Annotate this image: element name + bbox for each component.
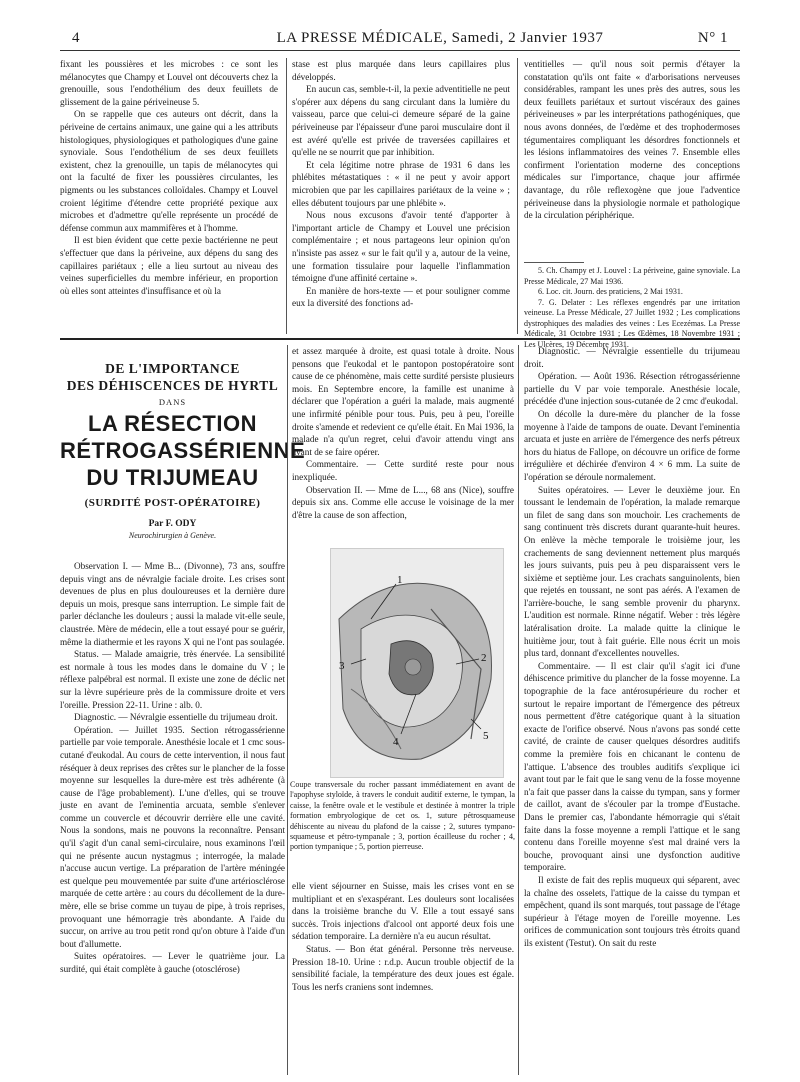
figure-label: 3 [339, 660, 345, 672]
footnotes [524, 266, 740, 349]
column-rule [517, 58, 518, 334]
paragraph: Status. — Malade amaigrie, très énervée. La sensibilité est normale à tous les modes dans le domaine du V ; le réflexe palpébral est normal. Il existe une zone de déclic net sur la lèvre supérieure près de la commissure droite et vers l'oreille. Pression 22-11. Urine : alb. 0. [60, 649, 285, 710]
footnote: 5. Ch. Champy et J. Louvel : La périveine, gaine synoviale. La Presse Médicale, 27 Mai 1936. [524, 266, 740, 286]
figure-label: 1 [397, 574, 403, 586]
paragraph: Observation I. — Mme B... (Divonne), 73 ans, souffre depuis vingt ans de névralgie faciale droite. Les crises sont devenues de plus en plus douloureuses et la dernière dure depuis un mois, presque sans interruption. Le simple fait de parler déclanche les douleurs ; aussi la malade vit-elle seule, claustrée. Mère de médecin, elle a tout essayé pour se guérir, même la diathermie et les rayons X qui ne l'ont pas soulagée. [60, 561, 285, 647]
top-column-2 [292, 58, 510, 334]
footnote: 6. Loc. cit. Journ. des praticiens, 2 Mai 1931. [538, 287, 683, 296]
article-column-2-top [292, 345, 514, 545]
section-separator [60, 338, 740, 340]
figure-label: 4 [393, 736, 399, 748]
title-main: LA RÉSECTION [88, 411, 257, 436]
column-rule [286, 58, 287, 334]
column-rule [287, 345, 288, 1075]
column-rule [518, 345, 519, 1075]
paragraph: Nous nous excusons d'avoir tenté d'apporter à l'important article de Champy et Louvel une précision complémentaire ; et nous partageons leur opinion qu'on n'insiste pas assez « sur le fait qu'il y a, autour de la veine, une formation tissulaire pour laquelle l'inflammation témoigne d'une affinité certaine ». [292, 210, 510, 284]
footnote-rule [524, 262, 584, 263]
paragraph: Il existe de fait des replis muqueux qui séparent, avec la chaîne des osselets, l'attique de la caisse du tympan et empêchent, quand ils sont marqués, tout passage de l'étage supérieur à l'étage moyen de l'oreille moyenne. Les orifices de communication sont toujours très étroits quand ils existent (Testut). On sait du reste [524, 874, 740, 948]
paragraph: Il est bien évident que cette pexie bactérienne ne peut s'effectuer que dans la périveine, aux dépens du sang des capillaires pariétaux ; elle a lieu surtout au niveau des veines superficielles du membre inférieur, en proportion où elles sont atteintes d'insuffisance et où la [60, 235, 278, 296]
journal-title: LA PRESSE MÉDICALE, Samedi, 2 Janvier 1937 [276, 30, 604, 46]
paragraph: elle vient séjourner en Suisse, mais les crises vont en se multipliant et en s'exaspérant. Les douleurs sont localisées dans la troisième branche du V. Elle a tout essayé sans succès. Trois injections d'alcool ont apporté deux fois une sédation temporaire. La dernière n'a eu aucun résultat. [292, 881, 514, 942]
anatomical-figure [330, 548, 504, 778]
paragraph: Commentaire. — Il est clair qu'il s'agit ici d'une déhiscence primitive du plancher de la fosse moyenne. La topographie de la face antérosupérieure du rocher et surtout le repaire important de l'émergence des pétreux nous permettent d'être catégorique quant à la situation exacte de l'orifice observé. Nous n'avons pas sondé cette cavité, de crainte de causer quelques désordres auditifs comme la première fois en chicanant le contenu de l'attique. L'absence des troubles auditifs s'explique ici avant tout par le fait que le sang venu de la fosse moyenne n'a fait que passer dans la caisse du tympan, sans y former de caillot, avant de s'écouler par la trompe d'Eustache. Dans le premier cas, l'abondante hémorragie qui s'était faite dans la fosse moyenne a rempli l'attique et le sang contenu dans l'oreille moyenne s'est mal drainé vers la bouche, provoquant ainsi une dysfonction auditive temporaire. [524, 660, 740, 873]
figure-label: 2 [481, 652, 487, 664]
article-column-2-bottom [292, 880, 514, 1078]
article-column-3 [524, 345, 740, 1077]
paragraph: stase est plus marquée dans leurs capillaires plus développés. [292, 59, 510, 82]
article-subtitle: (SURDITÉ POST-OPÉRATOIRE) [84, 497, 261, 509]
author-byline: Par F. ODY [148, 519, 197, 529]
paragraph: Et cela légitime notre phrase de 1931 6 dans les phlébites métastatiques : « il ne peut y avoir apport microbien que par les capillaires pariétaux de la veine » ; elles débutent toujours par une phlébite ». [292, 159, 510, 208]
paragraph: ventitielles — qu'il nous soit permis d'étayer la constatation qu'ils ont faite « d'arborisations nerveuses considérables, rampant les unes près des autres, sous les deux feuillets pariétaux et surtout viscéraux des gaines périveineuses » par les interprétations pathogéniques, que nous avons données, de l'œdème et des trophodermoses tégumentaires compliquant les désordres fonctionnels et les lésions inflammatoires des veines 7. Ensemble elles confirment l'orientation moderne des conceptions médicales sur l'importance, chaque jour affirmée davantage, du rôle reflexogène que joue l'adventice périveineuse dans la physiologie normale et pathologique de la circulation périphérique. [524, 59, 740, 221]
paragraph: En aucun cas, semble-t-il, la pexie adventitielle ne peut s'opérer aux dépens du sang circulant dans la lumière du vaisseau, parce que celui-ci demeure séparé de la gaine périveineuse par l'épaisseur d'une paroi musculaire dont il est avéré qu'elle est privée de traversées capillaires et qu'elle ne se nourrit que par inhibition. [292, 84, 510, 158]
page-number: 4 [72, 30, 80, 46]
paragraph: Diagnostic. — Névralgie essentielle du trijumeau droit. [74, 712, 278, 723]
title-line: DES DÉHISCENCES DE HYRTL [66, 378, 279, 393]
paragraph: Status. — Bon état général. Personne très nerveuse. Pression 18-10. Urine : r.d.p. Aucun trouble objectif de la sensibilité faciale, la température des deux joues est égale. Tous les nerfs craniens sont indemnes. [292, 943, 514, 992]
paragraph: En manière de hors-texte — et pour souligner comme eux la diversité des fonctions ad- [292, 285, 510, 309]
page-header [60, 30, 740, 51]
article-column-1 [60, 560, 285, 1080]
footnote: 7. G. Delater : Les réflexes engendrés par une irritation veineuse. La Presse Médicale, 27 Juillet 1932 ; Les complications dystrophiques des maladies des veines : Les Ecezémas. La Presse Médicale, 31 Octobre 1931 ; Les Œdèmes, 18 Novembre 1931 ; Les Ulcères, 19 Décembre 1931. [524, 297, 740, 349]
paragraph: Commentaire. — Cette surdité reste pour nous inexpliquée. [292, 459, 514, 482]
title-main: RÉTROGASSÉRIENNE [60, 438, 306, 463]
paragraph: fixant les poussières et les microbes : ce sont les mélanocytes que Champy et Louvel ont découverts chez la grenouille, sous l'endothélium des deux feuillets de glissement de la gaine périveineuse 5. [60, 59, 278, 107]
issue-number: N° 1 [697, 30, 728, 46]
paragraph: Opération. — Août 1936. Résection rétrogassérienne partielle du V par voie temporale. Anesthésie locale, précédée d'une injection sous-cutanée de 2 cmc d'eukodal. [524, 371, 740, 407]
paragraph: Opération. — Juillet 1935. Section rétrogassérienne partielle par voie temporale. Anesthésie locale et 1 cmc sous-cutané d'eukodal. Au cours de cette intervention, il nous faut réséquer à deux reprises des crêtes sur le plancher de la fosse moyenne sur lesquelles la dure-mère est très adhérente (à cause de l'âge probablement). L'une d'elles, qui se trouve juste en avant de l'eminentia arcuata, semble s'enlever comme un couvercle et découvrir derrière elle une cavité. Nous la sondons, mais ne pouvons la reconnaître. Pensant qu'il s'agit d'un canal semi-circulaire, nous examinons l'œil qui ne présente aucun nystagmus ; interrogée, la malade n'accuse aucun vertige. La préparation de l'artère méningée est quelque peu mouvementée par suite d'une artériosclérose marquée de cette artère : au cours du décollement de la dure-mère, elle se brise comme un tuyau de pipe, à trois reprises, provoquant une hémorragie très abondante. A l'aide du succur, on arrive au trou petit rond qu'on obture à l'aide d'un bout d'allumette. [60, 724, 286, 949]
title-main: DU TRIJUMEAU [86, 465, 259, 490]
top-column-3 [524, 58, 740, 258]
article-title-block [60, 360, 306, 540]
figure-label: 5 [483, 730, 489, 742]
paragraph: Observation II. — Mme de L..., 68 ans (Nice), souffre depuis six ans. Comme elle accuse le voisinage de la mer d'être la cause de son affection, [292, 484, 514, 520]
top-column-1 [60, 58, 278, 334]
title-line: DE L'IMPORTANCE [105, 361, 240, 376]
temporal-bone-cross-section-illustration [331, 549, 503, 777]
paragraph: et assez marquée à droite, est quasi totale à droite. Nous pensons que l'eukodal et le pantopon postopératoire sont cause de ce phénomène, mais cette surdité persiste plusieurs mois. En Septembre encore, la famille est unanime à déclarer que l'opération a guéri la malade, mais augmenté une infirmité pénible pour tous. Puis, peu à peu, l'oreille droite s'amende et redevient ce qu'elle était. En Mai 1936, la malade n'a qu'un regret, celui d'avoir attendu vingt ans avant de se faire opérer. [292, 346, 514, 457]
author-affiliation: Neurochirurgien à Genève. [128, 531, 217, 540]
paragraph: Suites opératoires. — Lever le quatrième jour. La surdité, qui était complète à gauche (otosclérose) [60, 951, 285, 974]
paragraph: Diagnostic. — Névralgie essentielle du trijumeau droit. [524, 346, 740, 369]
paragraph: On se rappelle que ces auteurs ont décrit, dans la périveine de certains animaux, une gaine qui a les attributs histologiques, physiologiques et pathologiques d'une gaine synoviale. Sous l'endothélium de ses deux feuillets existent, chez la grenouille, un tapis de mélanocytes qui ont la faculté de fixer les poussières circulantes, les pigments ou les substances colloïdales. Champy et Louvel croient légitime d'étendre cette propriété pexique aux microbes et d'admettre qu'elle représente un procédé de défense commun aux mammifères et à l'homme. [60, 109, 278, 233]
paragraph: Suites opératoires. — Lever le deuxième jour. En toussant le lendemain de l'opération, la malade remarque un filet de sang dans son mouchoir. Les crachements de sang continuent très discrets durant quarante-huit heures. On enlève la mèche temporale le troisième jour, les crachements de sang deviennent nettement plus marqués les jours suivants, puis peu à peu disparaissent vers le sixième et septième jour. Les crachats sanguinolents, bien que rejetés en toussant, ne sont pas aérés. A l'examen de l'arrière-bouche, le sang semble provenir du pharynx. L'audition est normale. Rinne négatif. Weber : très légère latéralisation droite. La malade quitte la clinique le huitième jour, tout à fait guérie. Elle nous écrit un mois plus tard, donnant d'excellentes nouvelles. [524, 484, 740, 659]
figure-caption: Coupe transversale du rocher passant immédiatement en avant de l'apophyse styloïde, à travers le conduit auditif externe, le tympan, la caisse, la fenêtre ovale et le vestibule et destinée à montrer la triple formation embryologique de cet os. 1, suture pétrosquameuse déhiscente au niveau du plafond de la caisse ; 2, sutures tympano-squameuse et pétro-tympanale ; 3, portion écailleuse du rocher ; 4, portion tympanique ; 5, portion pierreuse. [290, 780, 515, 852]
title-connector: DANS [158, 397, 187, 407]
paragraph: On décolle la dure-mère du plancher de la fosse moyenne à l'aide de tampons de ouate. Devant l'eminentia arcuata et juste en arrière de l'émergence des nerfs pétreux hors du hiatus de Fallope, on découvre un orifice de forme irrégulière et déchirée d'environ 4 × 6 mm. La suite de l'opération se déroule normalement. [524, 408, 740, 482]
